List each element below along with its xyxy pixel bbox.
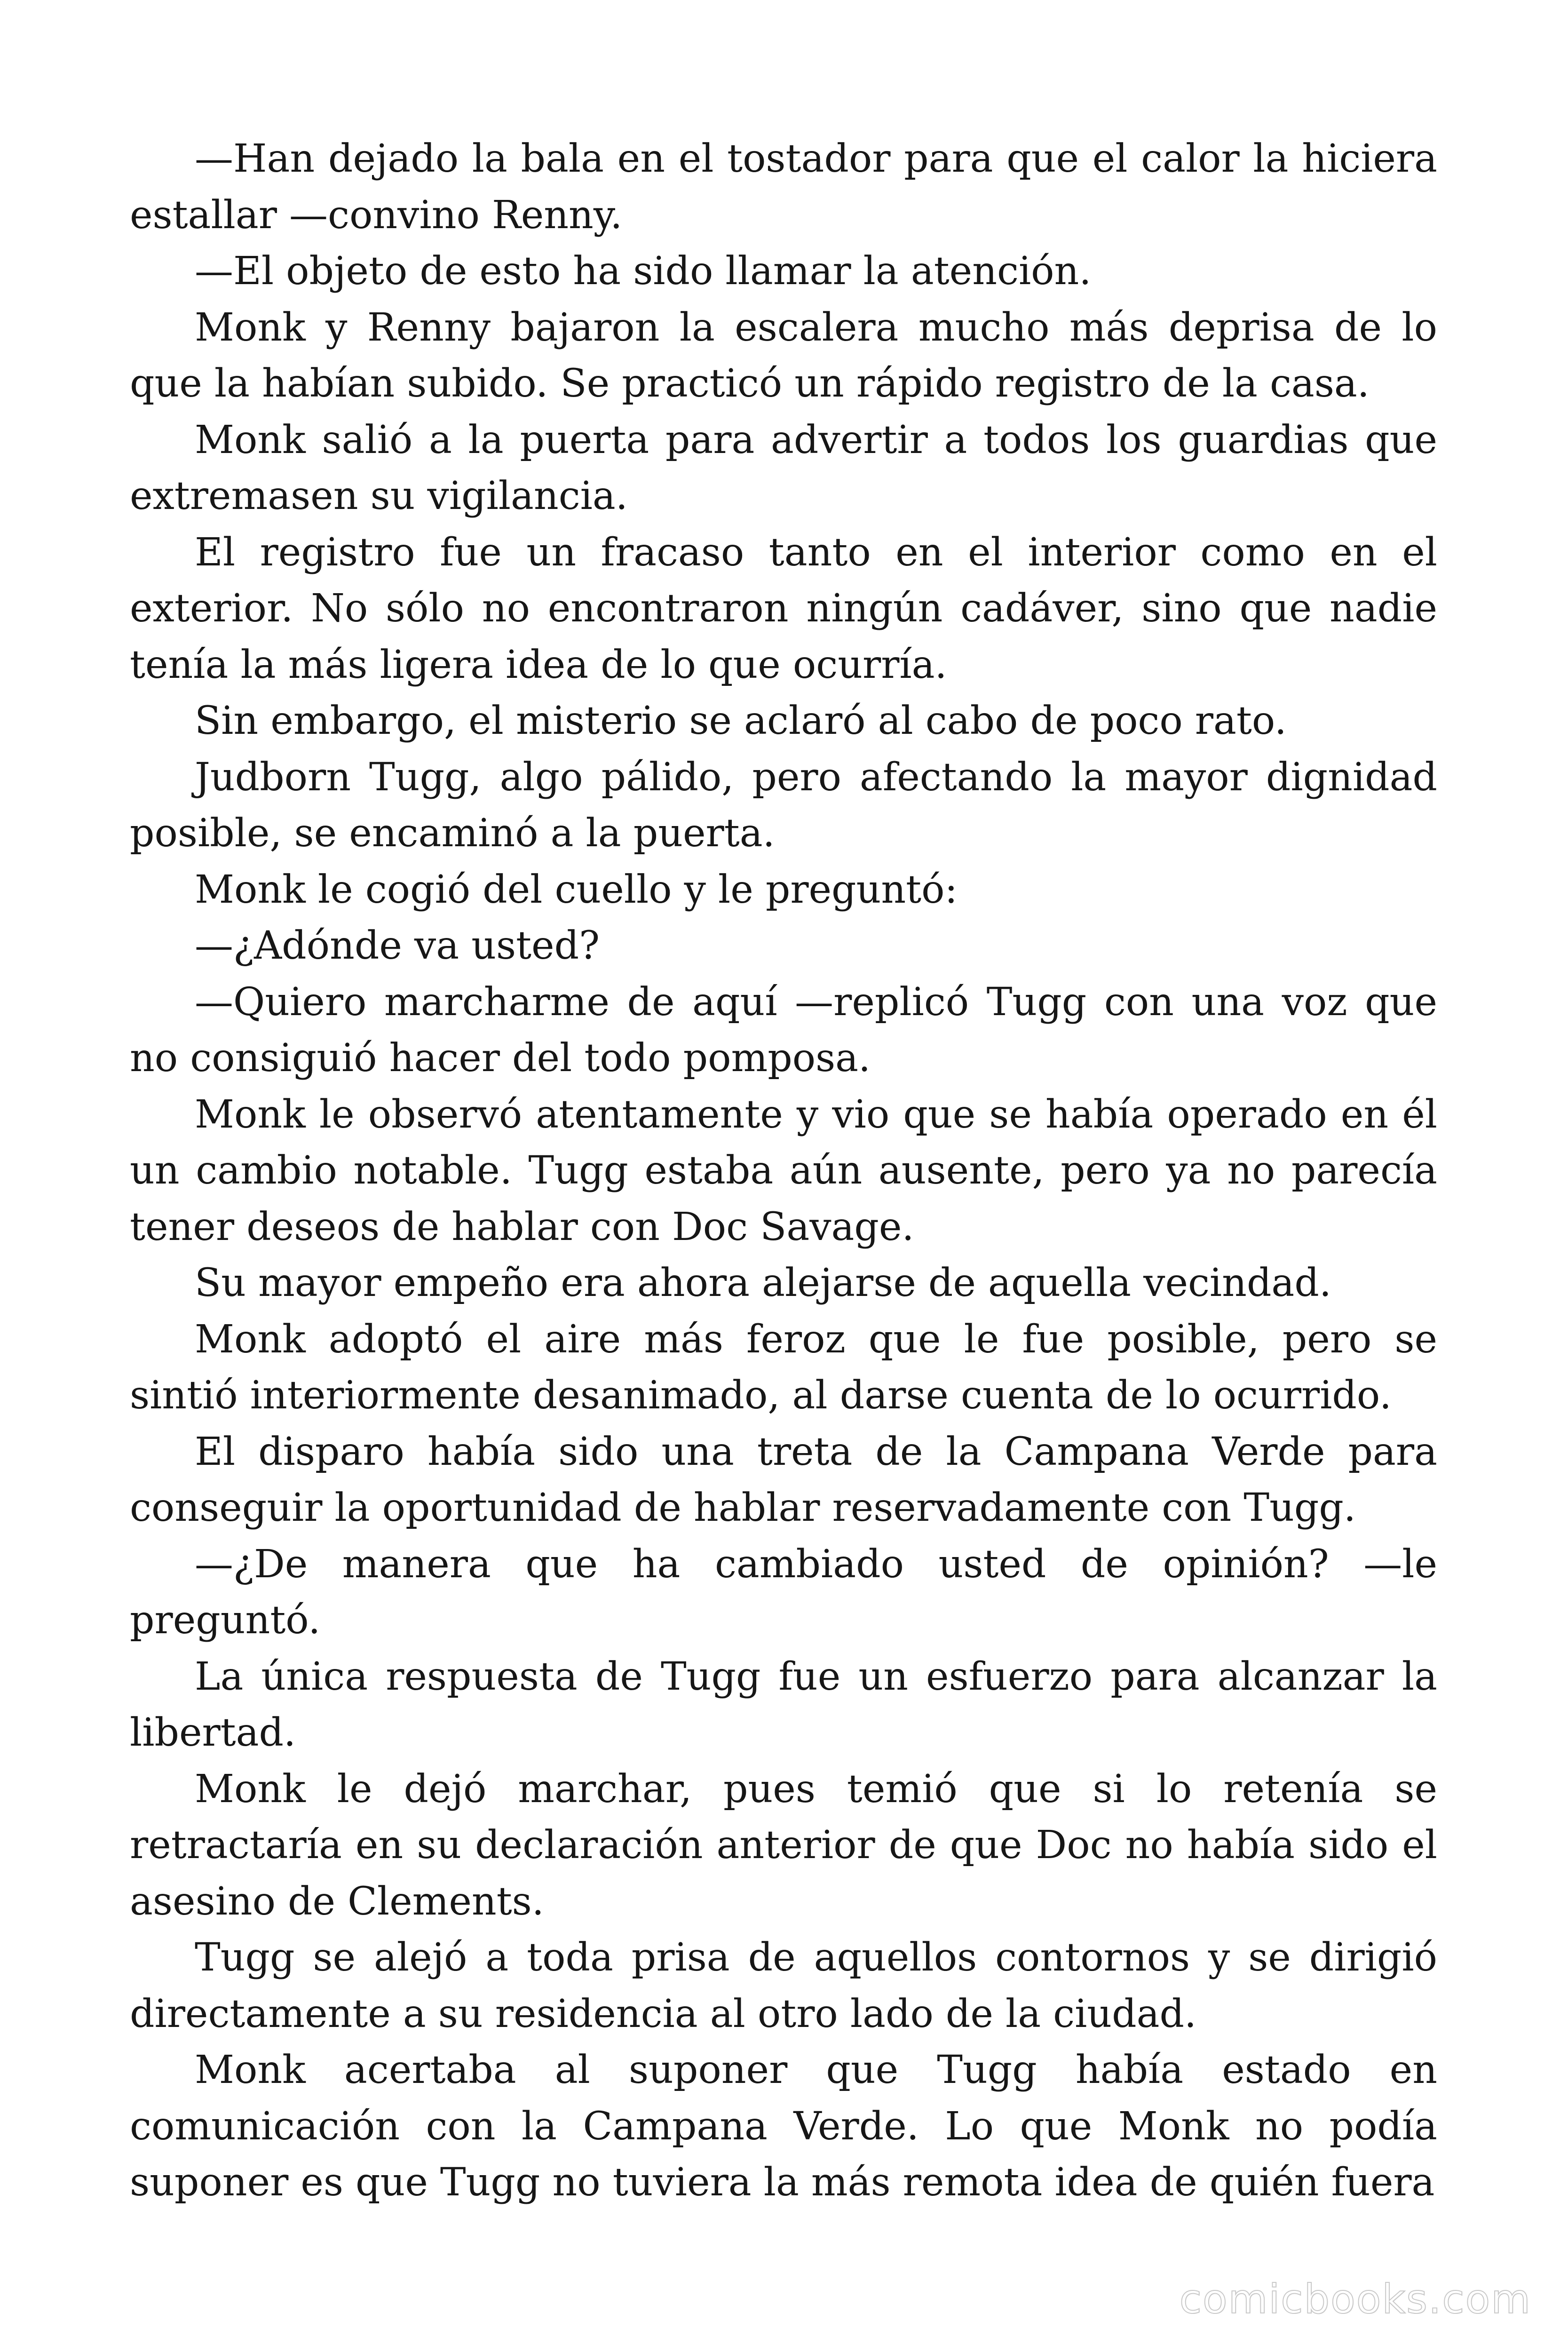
- paragraph-3: Monk y Renny bajaron la escalera mucho más deprisa de lo que la habían subido. Se practicó un rápido registro de la casa.: [130, 305, 1437, 406]
- paragraph-19: Monk acertaba al suponer que Tugg había estado en comunicación con la Campana Verde. Lo que Monk no podía suponer es que Tugg no tuviera la más remota idea de quién fuera: [130, 2048, 1437, 2205]
- paragraph-17: Monk le dejó marchar, pues temió que si lo retenía se retractaría en su declaración anterior de que Doc no había sido el asesino de Clements.: [130, 1766, 1437, 1924]
- paragraph-8: Monk le cogió del cuello y le preguntó:: [195, 867, 958, 912]
- paragraph-2: —El objeto de esto ha sido llamar la atención.: [195, 249, 1092, 294]
- paragraph-5: El registro fue un fracaso tanto en el interior como en el exterior. No sólo no encontraron ningún cadáver, sino que nadie tenía la más ligera idea de lo que ocurría.: [130, 530, 1437, 687]
- book-page-text: [130, 131, 1437, 2211]
- paragraph-10: —Quiero marcharme de aquí —replicó Tugg con una voz que no consiguió hacer del todo pomposa.: [130, 979, 1437, 1081]
- paragraph-7: Judborn Tugg, algo pálido, pero afectando la mayor dignidad posible, se encaminó a la puerta.: [130, 755, 1437, 856]
- paragraph-16: La única respuesta de Tugg fue un esfuerzo para alcanzar la libertad.: [130, 1654, 1437, 1755]
- paragraph-11: Monk le observó atentamente y vio que se había operado en él un cambio notable. Tugg estaba aún ausente, pero ya no parecía tener deseos de hablar con Doc Savage.: [130, 1092, 1437, 1249]
- paragraph-12: Su mayor empeño era ahora alejarse de aquella vecindad.: [195, 1261, 1331, 1305]
- paragraph-15: —¿De manera que ha cambiado usted de opinión? —le preguntó.: [130, 1542, 1437, 1643]
- paragraph-4: Monk salió a la puerta para advertir a todos los guardias que extremasen su vigilancia.: [130, 417, 1437, 518]
- paragraph-6: Sin embargo, el misterio se aclaró al cabo de poco rato.: [195, 699, 1287, 743]
- paragraph-14: El disparo había sido una treta de la Campana Verde para conseguir la oportunidad de hablar reservadamente con Tugg.: [130, 1429, 1437, 1530]
- paragraph-18: Tugg se alejó a toda prisa de aquellos contornos y se dirigió directamente a su residencia al otro lado de la ciudad.: [130, 1935, 1437, 2036]
- paragraph-1: —Han dejado la bala en el tostador para que el calor la hiciera estallar —convino Renny.: [130, 136, 1437, 238]
- site-watermark: comicbooks.com: [1179, 2276, 1531, 2323]
- paragraph-13: Monk adoptó el aire más feroz que le fue posible, pero se sintió interiormente desanimado, al darse cuenta de lo ocurrido.: [130, 1317, 1437, 1418]
- paragraph-9: —¿Adónde va usted?: [195, 923, 600, 968]
